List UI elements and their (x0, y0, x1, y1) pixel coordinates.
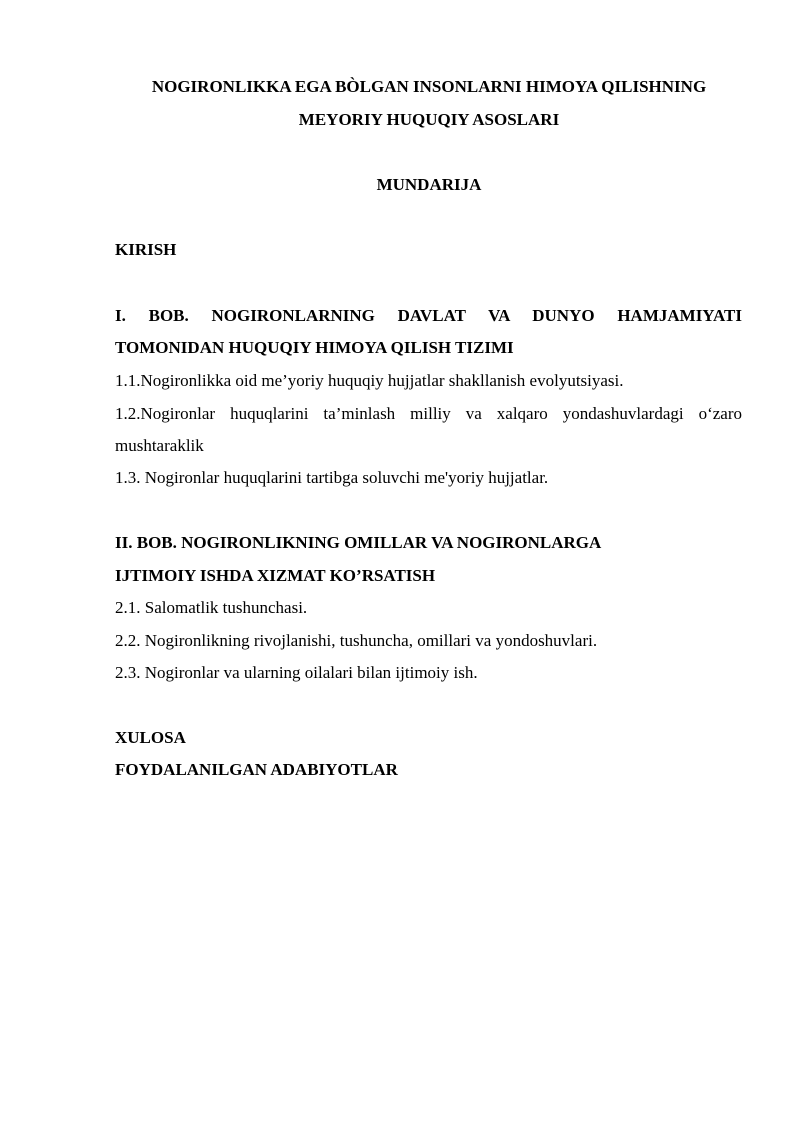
document-title-line-1: NOGIRONLIKKA EGA BÒLGAN INSONLARNI HIMOYA QILISHNING (151, 77, 707, 96)
chapter-2-item-3: 2.3. Nogironlar va ularning oilalari bilan ijtimoiy ish. (115, 663, 478, 682)
chapter-1-heading-line-1: I. BOB. NOGIRONLARNING DAVLAT VA DUNYO HAMJAMIYATI (115, 306, 742, 325)
document-title-line-2: MEYORIY HUQUQIY ASOSLARI (298, 110, 560, 129)
contents-heading: MUNDARIJA (376, 175, 482, 194)
conclusion-heading: XULOSA (115, 728, 186, 747)
chapter-1-item-2-line-2: mushtaraklik (115, 436, 204, 455)
chapter-2-heading-line-1: II. BOB. NOGIRONLIKNING OMILLAR VA NOGIRONLARGA (115, 533, 602, 552)
chapter-1-item-2-line-1: 1.2.Nogironlar huquqlarini ta’minlash milliy va xalqaro yondashuvlardagi o‘zaro (115, 404, 742, 423)
chapter-2-item-1: 2.1. Salomatlik tushunchasi. (115, 598, 308, 617)
chapter-1-item-1: 1.1.Nogironlikka oid me’yoriy huquqiy hujjatlar shakllanish evolyutsiyasi. (115, 371, 624, 390)
chapter-2-heading-line-2: IJTIMOIY ISHDA XIZMAT KO’RSATISH (115, 566, 436, 585)
chapter-1-item-3: 1.3. Nogironlar huquqlarini tartibga soluvchi me'yoriy hujjatlar. (115, 468, 549, 487)
chapter-2-item-2: 2.2. Nogironlikning rivojlanishi, tushuncha, omillari va yondoshuvlari. (115, 631, 598, 650)
references-heading: FOYDALANILGAN ADABIYOTLAR (115, 760, 398, 779)
intro-heading: KIRISH (115, 240, 177, 259)
chapter-1-heading-line-2: TOMONIDAN HUQUQIY HIMOYA QILISH TIZIMI (115, 338, 514, 357)
